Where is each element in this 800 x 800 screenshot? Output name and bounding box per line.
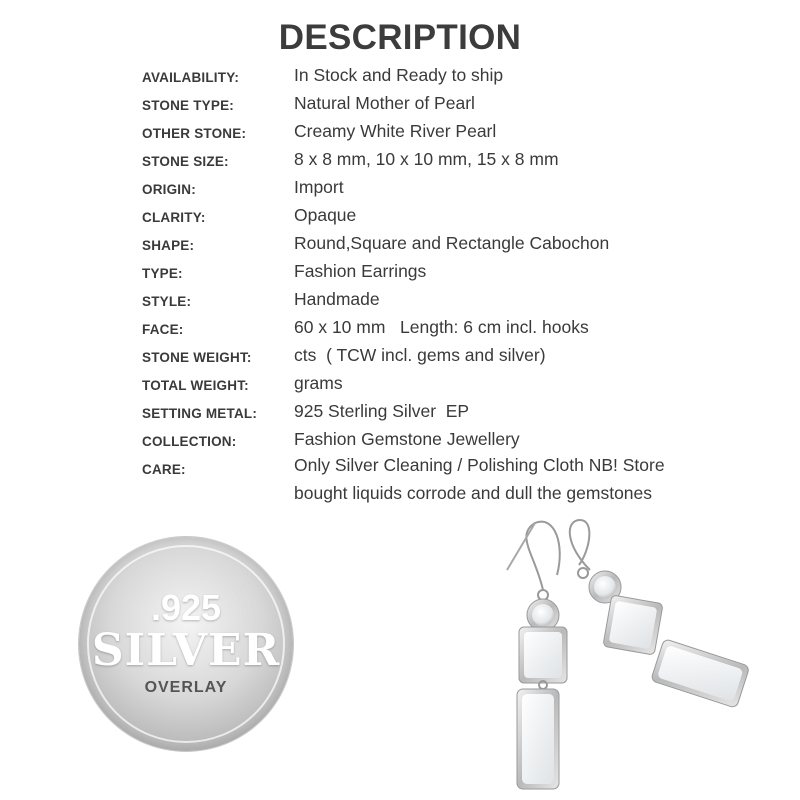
earrings-product-image	[495, 515, 765, 800]
spec-label: STONE WEIGHT:	[142, 350, 252, 365]
spec-row-collection	[142, 426, 702, 454]
spec-row-other-stone	[142, 118, 702, 146]
spec-row-shape	[142, 230, 702, 258]
spec-label: COLLECTION:	[142, 434, 237, 449]
spec-row-care	[142, 454, 702, 503]
spec-label: STONE TYPE:	[142, 98, 234, 113]
spec-label: OTHER STONE:	[142, 126, 247, 141]
spec-value: 925 Sterling Silver EP	[294, 401, 470, 421]
spec-row-total-weight	[142, 370, 702, 398]
spec-label: AVAILABILITY:	[142, 70, 240, 85]
right-earring	[570, 520, 750, 708]
spec-row-clarity	[142, 202, 702, 230]
spec-value: Natural Mother of Pearl	[294, 93, 475, 113]
spec-label: SHAPE:	[142, 238, 195, 253]
spec-value: Handmade	[294, 289, 380, 309]
spec-value: In Stock and Ready to ship	[294, 65, 504, 85]
spec-row-stone-type	[142, 90, 702, 118]
spec-list	[142, 62, 702, 503]
spec-value: Fashion Earrings	[294, 261, 427, 281]
spec-row-origin	[142, 174, 702, 202]
spec-row-setting-metal	[142, 398, 702, 426]
spec-value: 8 x 8 mm, 10 x 10 mm, 15 x 8 mm	[294, 149, 559, 169]
spec-row-face	[142, 314, 702, 342]
badge-word: SILVER	[91, 625, 281, 676]
spec-row-stone-size	[142, 146, 702, 174]
spec-row-availability	[142, 62, 702, 90]
badge-number: .925	[150, 587, 222, 628]
spec-label: CARE:	[142, 462, 186, 477]
spec-value: Fashion Gemstone Jewellery	[294, 429, 520, 449]
spec-value: Only Silver Cleaning / Polishing Cloth NB! Store bought liquids corrode and dull the gemstones	[294, 455, 665, 503]
spec-value: Opaque	[294, 205, 357, 225]
spec-value: 60 x 10 mm Length: 6 cm incl. hooks	[294, 317, 589, 337]
spec-value: cts ( TCW incl. gems and silver)	[294, 345, 546, 365]
spec-label: ORIGIN:	[142, 182, 196, 197]
silver-overlay-badge	[79, 537, 293, 751]
spec-value: Creamy White River Pearl	[294, 121, 497, 141]
spec-label: STONE SIZE:	[142, 154, 229, 169]
spec-value: Round,Square and Rectangle Cabochon	[294, 233, 610, 253]
spec-label: FACE:	[142, 322, 184, 337]
spec-row-stone-weight	[142, 342, 702, 370]
spec-row-type	[142, 258, 702, 286]
spec-label: STYLE:	[142, 294, 192, 309]
spec-label: SETTING METAL:	[142, 406, 258, 421]
page-title: DESCRIPTION	[278, 18, 522, 57]
spec-value: grams	[294, 373, 343, 393]
spec-label: CLARITY:	[142, 210, 206, 225]
left-earring	[507, 522, 567, 789]
spec-label: TOTAL WEIGHT:	[142, 378, 249, 393]
spec-row-style	[142, 286, 702, 314]
spec-value: Import	[294, 177, 344, 197]
badge-subtitle: OVERLAY	[144, 679, 228, 696]
spec-label: TYPE:	[142, 266, 183, 281]
